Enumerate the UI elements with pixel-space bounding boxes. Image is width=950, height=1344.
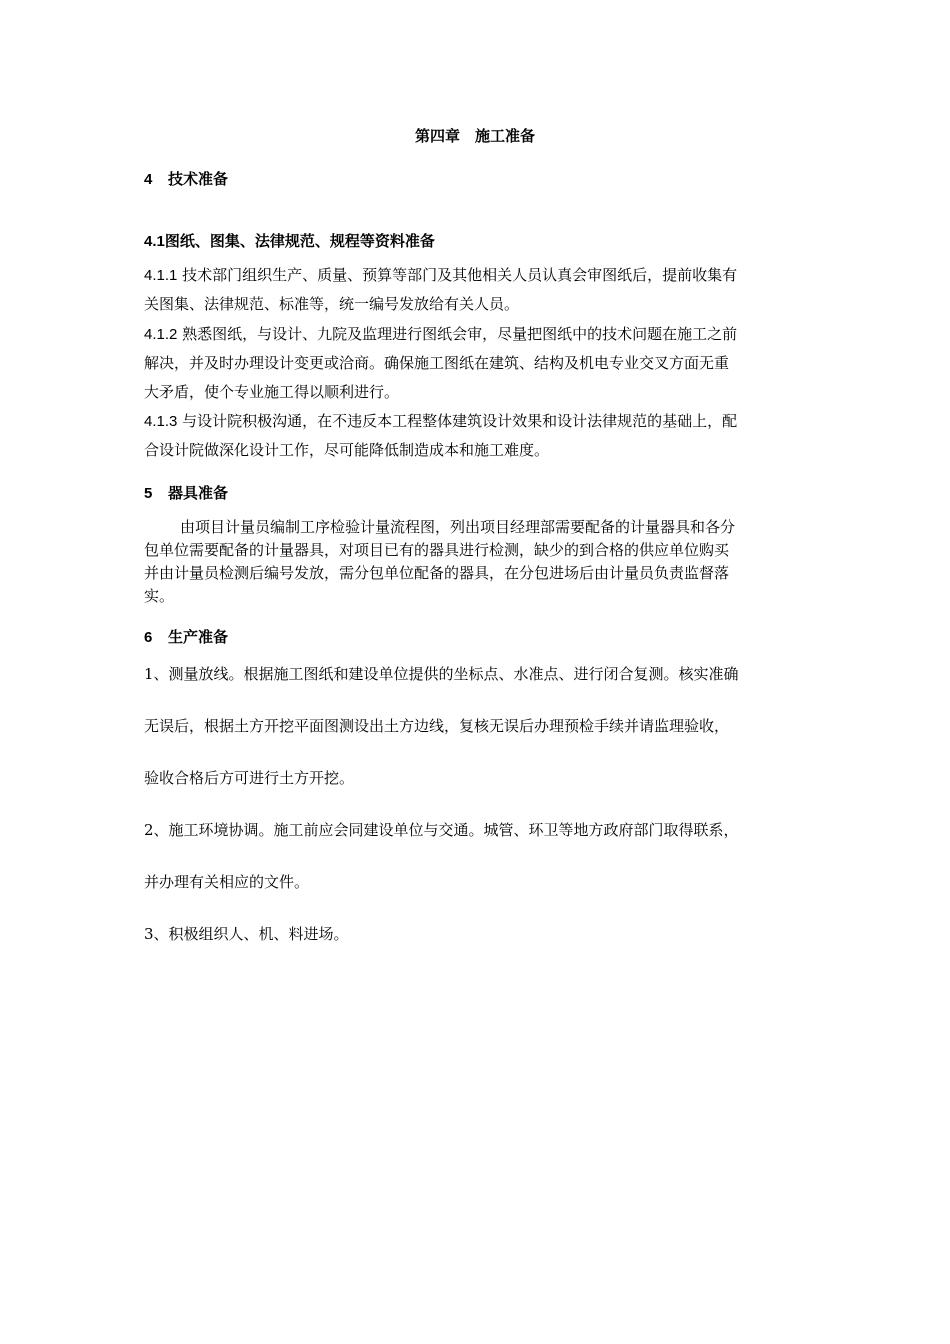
production-item-3 <box>144 919 808 971</box>
paragraph-line: 并由计量员检测后编号发放，需分包单位配备的器具，在分包进场后由计量员负责监督落 <box>144 564 730 582</box>
section-5-number: 5 <box>144 485 153 502</box>
paragraph-line: 大矛盾，使个专业施工得以顺利进行。 <box>144 383 400 401</box>
section-5-heading <box>144 482 808 503</box>
section-4-1-title: 图纸、图集、法律规范、规程等资料准备 <box>164 232 435 250</box>
paragraph-line: 由项目计量员编制工序检验计量流程图，列出项目经理部需要配备的计量器具和各分 <box>180 518 736 536</box>
paragraph-line: 无误后，根据土方开挖平面图测设出土方边线，复核无误后办理预检手续并请监理验收， <box>144 717 730 735</box>
section-6-heading <box>144 626 808 647</box>
paragraph-text: 与设计院积极沟通，在不违反本工程整体建筑设计效果和设计法律规范的基础上，配 <box>177 412 738 430</box>
chapter-title: 第四章 施工准备 <box>414 127 535 145</box>
section-4-title: 技术准备 <box>168 170 229 188</box>
section-6-number: 6 <box>144 629 153 646</box>
paragraph-line: 合设计院做深化设计工作，尽可能降低制造成本和施工难度。 <box>144 441 550 459</box>
section-4-1-number: 4.1 <box>144 233 165 250</box>
paragraph-4-1-3 <box>144 407 808 465</box>
section-5-title: 器具准备 <box>168 484 229 502</box>
paragraph-text: 技术部门组织生产、质量、预算等部门及其他相关人员认真会审图纸后，提前收集有 <box>177 266 738 284</box>
section-4-number: 4 <box>144 171 153 188</box>
production-item-1 <box>144 659 808 815</box>
paragraph-line: 1、测量放线。根据施工图纸和建设单位提供的坐标点、水准点、进行闭合复测。核实准确 <box>144 665 739 683</box>
paragraph-line: 实。 <box>144 587 175 605</box>
section-6-title: 生产准备 <box>168 628 229 646</box>
paragraph-4-1-2 <box>144 320 808 407</box>
paragraph-number: 4.1.3 <box>144 413 178 430</box>
paragraph-line <box>144 261 808 290</box>
paragraph-line <box>144 407 808 436</box>
section-5-paragraph <box>144 516 808 608</box>
paragraph-line: 关图集、法律规范、标准等，统一编号发放给有关人员。 <box>144 295 520 313</box>
paragraph-line <box>144 320 808 349</box>
paragraph-line: 2、施工环境协调。施工前应会同建设单位与交通。城管、环卫等地方政府部门取得联系， <box>144 821 739 839</box>
paragraph-number: 4.1.1 <box>144 267 178 284</box>
paragraph-number: 4.1.2 <box>144 326 178 343</box>
paragraph-line: 包单位需要配备的计量器具，对项目已有的器具进行检测，缺少的到合格的供应单位购买 <box>144 541 730 559</box>
production-item-2 <box>144 815 808 919</box>
paragraph-line: 解决，并及时办理设计变更或洽商。确保施工图纸在建筑、结构及机电专业交叉方面无重 <box>144 354 730 372</box>
section-4-1-heading <box>144 230 808 251</box>
paragraph-4-1-1 <box>144 261 808 319</box>
paragraph-line: 验收合格后方可进行土方开挖。 <box>144 769 355 787</box>
paragraph-line: 3、积极组织人、机、料进场。 <box>144 925 349 943</box>
section-4-heading <box>144 168 808 189</box>
paragraph-text: 熟悉图纸，与设计、九院及监理进行图纸会审，尽量把图纸中的技术问题在施工之前 <box>177 325 738 343</box>
paragraph-line: 并办理有关相应的文件。 <box>144 873 310 891</box>
